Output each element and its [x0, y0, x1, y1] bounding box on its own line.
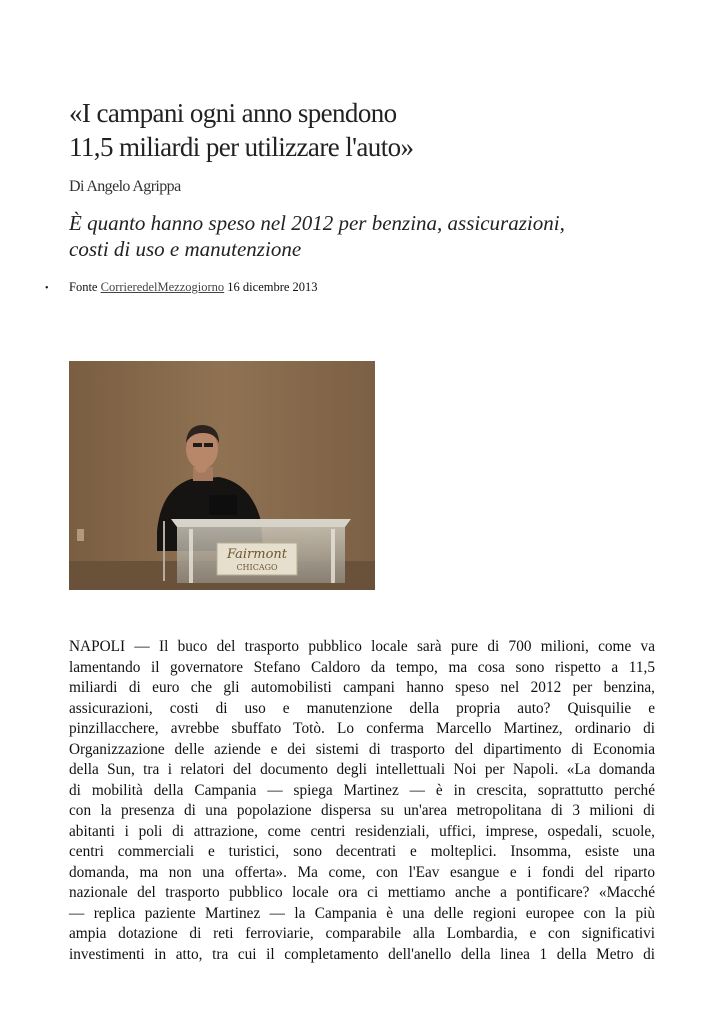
source-label: Fonte	[69, 280, 98, 294]
source-link[interactable]: CorrieredelMezzogiorno	[100, 280, 225, 294]
subtitle-line-1: È quanto hanno speso nel 2012 per benzina, assicurazioni,	[69, 211, 565, 235]
body-line: NAPOLI — Il buco del trasporto pubblico locale sarà pure di 700 milioni, come va	[69, 638, 655, 655]
bullet-icon: •	[45, 283, 49, 294]
body-line: nazionale del trasporto pubblico locale ora ci mettiamo anche a pontificare? «Macché	[69, 884, 655, 901]
byline: Di Angelo Agrippa	[69, 178, 181, 195]
article-photo	[69, 361, 375, 590]
article-body	[69, 637, 655, 965]
podium-city-text: CHICAGO	[236, 563, 278, 572]
body-line: investimenti in atto, tra cui il completamento dell'anello della linea 1 della Metro di	[69, 945, 655, 963]
body-line: centri commerciali e turistici, sono decentrati e molteplici. Insomma, esiste una	[69, 843, 655, 860]
body-line: domanda, ma non una offerta». Ma come, con l'Eav esangue e i fondi del riparto	[69, 863, 655, 881]
body-line: della Sun, tra i relatori del documento degli intellettuali Noi per Napoli. «La domanda	[69, 761, 655, 778]
body-line: miliardi di euro che gli automobilisti campani hanno speso nel 2012 per benzina,	[69, 679, 655, 696]
body-line: abitanti i poli di attrazione, come centri residenziali, uffici, imprese, ospedali, scuole,	[69, 822, 655, 840]
body-line: pinzillacchere, avrebbe sbuffato Totò. Lo conferma Marcello Martinez, ordinario di	[69, 720, 655, 737]
body-line: ampia dotazione di reti ferroviarie, comparabile alla Lombardia, e con significativi	[69, 925, 655, 942]
subtitle-line-2: costi di uso e manutenzione	[69, 237, 302, 261]
body-line: lamentando il governatore Stefano Caldoro da tempo, ma cosa sono rispetto a 11,5	[69, 658, 655, 676]
source-date: 16 dicembre 2013	[227, 280, 318, 294]
source-line	[45, 280, 318, 295]
title-line-1: «I campani ogni anno spendono	[69, 98, 397, 128]
body-line: assicurazioni, costi di uso e manutenzione della propria auto? Quisquilie e	[69, 699, 655, 717]
article-subtitle	[69, 210, 689, 262]
podium	[171, 519, 351, 583]
body-line: Organizzazione delle aziende e dei sistemi di trasporto del dipartimento di Economia	[69, 740, 655, 758]
podium-brand-text: Fairmont	[226, 547, 288, 562]
article-title	[69, 96, 669, 164]
body-line: — replica paziente Martinez — la Campania è una delle regioni europee con la più	[69, 904, 655, 922]
body-line: con la presenza di una popolazione dispersa su un'area metropolitana di 3 milioni di	[69, 802, 655, 819]
body-line: di mobilità della Campania — spiega Martinez — è in crescita, soprattutto perché	[69, 781, 655, 799]
title-line-2: 11,5 miliardi per utilizzare l'auto»	[69, 132, 414, 162]
